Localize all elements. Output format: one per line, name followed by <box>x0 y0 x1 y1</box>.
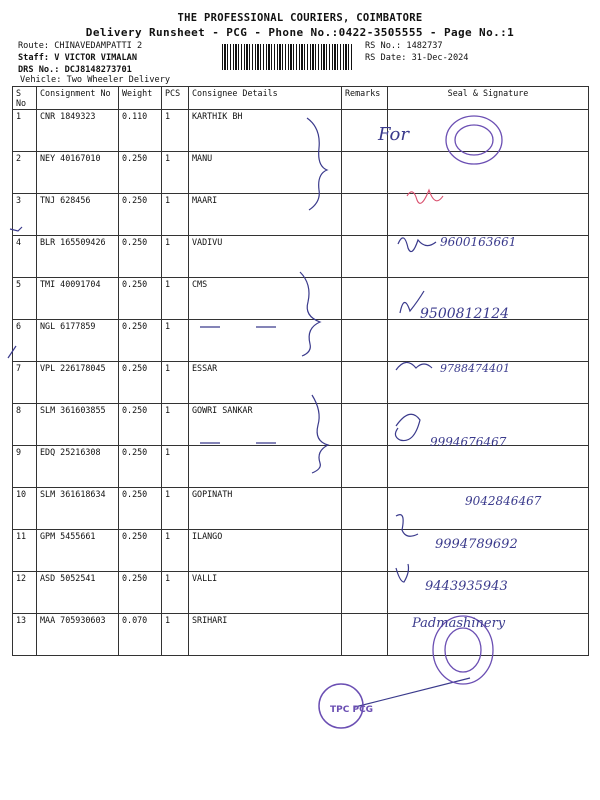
cell-remarks <box>342 572 388 614</box>
table-row <box>13 446 589 488</box>
cell-pcs: 1 <box>162 614 189 656</box>
header-seal-signature: Seal & Signature <box>388 87 589 110</box>
route: Route: CHINAVEDAMPATTI 2 <box>18 41 143 51</box>
cell-sno: 7 <box>13 362 37 404</box>
rs-number: RS No.: 1482737 <box>365 41 443 51</box>
cell-consignment-no: GPM 5455661 <box>37 530 119 572</box>
table-row <box>13 152 589 194</box>
table-row <box>13 488 589 530</box>
stamp-tpc-pcg-text: TPC PCG <box>330 705 374 715</box>
cell-consignment-no: BLR 165509426 <box>37 236 119 278</box>
cell-remarks <box>342 404 388 446</box>
cell-consignment-no: NEY 40167010 <box>37 152 119 194</box>
table-row <box>13 614 589 656</box>
cell-weight: 0.250 <box>119 404 162 446</box>
table-row <box>13 404 589 446</box>
vehicle: Vehicle: Two Wheeler Delivery <box>20 75 171 85</box>
cell-consignment-no: EDQ 25216308 <box>37 446 119 488</box>
cell-sno: 2 <box>13 152 37 194</box>
barcode <box>222 44 354 70</box>
cell-sno: 4 <box>13 236 37 278</box>
cell-weight: 0.250 <box>119 572 162 614</box>
header-consignee: Consignee Details <box>189 87 342 110</box>
cell-weight: 0.250 <box>119 446 162 488</box>
pen-stroke <box>355 678 470 707</box>
cell-sno: 13 <box>13 614 37 656</box>
cell-pcs: 1 <box>162 404 189 446</box>
cell-consignee: CMS <box>189 278 342 320</box>
cell-consignee: MAARI <box>189 194 342 236</box>
cell-consignee: MANU <box>189 152 342 194</box>
cell-seal-signature <box>388 530 589 572</box>
cell-remarks <box>342 194 388 236</box>
cell-seal-signature <box>388 110 589 152</box>
cell-consignment-no: TNJ 628456 <box>37 194 119 236</box>
cell-pcs: 1 <box>162 488 189 530</box>
cell-sno: 6 <box>13 320 37 362</box>
cell-consignment-no: TMI 40091704 <box>37 278 119 320</box>
header-pcs: PCS <box>162 87 189 110</box>
cell-consignment-no: ASD 5052541 <box>37 572 119 614</box>
cell-remarks <box>342 488 388 530</box>
cell-pcs: 1 <box>162 446 189 488</box>
handwritten-phone-row5: 9500812124 <box>420 306 510 322</box>
header-consignment: Consignment No <box>37 87 119 110</box>
cell-remarks <box>342 236 388 278</box>
company-name: THE PROFESSIONAL COURIERS, COIMBATORE <box>177 12 423 24</box>
table-row <box>13 530 589 572</box>
cell-sno: 9 <box>13 446 37 488</box>
table-row <box>13 236 589 278</box>
cell-weight: 0.070 <box>119 614 162 656</box>
cell-consignee: ILANGO <box>189 530 342 572</box>
cell-seal-signature <box>388 236 589 278</box>
cell-seal-signature <box>388 614 589 656</box>
cell-consignee: GOWRI SANKAR <box>189 404 342 446</box>
cell-consignment-no: VPL 226178045 <box>37 362 119 404</box>
cell-sno: 10 <box>13 488 37 530</box>
rs-date: RS Date: 31-Dec-2024 <box>365 53 469 63</box>
cell-consignment-no: MAA 705930603 <box>37 614 119 656</box>
cell-weight: 0.250 <box>119 152 162 194</box>
staff: Staff: V VICTOR VIMALAN <box>18 53 137 63</box>
header-remarks: Remarks <box>342 87 388 110</box>
cell-sno: 12 <box>13 572 37 614</box>
cell-remarks <box>342 152 388 194</box>
cell-remarks <box>342 110 388 152</box>
cell-consignee <box>189 446 342 488</box>
cell-seal-signature <box>388 362 589 404</box>
cell-remarks <box>342 614 388 656</box>
stamp-tpc-pcg <box>319 684 363 728</box>
cell-pcs: 1 <box>162 152 189 194</box>
cell-seal-signature <box>388 446 589 488</box>
table-row <box>13 278 589 320</box>
header-sno: S No <box>13 87 37 110</box>
cell-sno: 5 <box>13 278 37 320</box>
handwritten-phone-row4: 9600163661 <box>440 235 517 249</box>
cell-pcs: 1 <box>162 278 189 320</box>
cell-consignee: VALLI <box>189 572 342 614</box>
cell-consignee <box>189 320 342 362</box>
cell-sno: 1 <box>13 110 37 152</box>
cell-consignment-no: CNR 1849323 <box>37 110 119 152</box>
cell-weight: 0.250 <box>119 320 162 362</box>
cell-remarks <box>342 362 388 404</box>
drs-number: DRS No.: DCJ8148273701 <box>18 65 132 75</box>
cell-sno: 8 <box>13 404 37 446</box>
cell-seal-signature <box>388 320 589 362</box>
table-row <box>13 110 589 152</box>
table-row <box>13 320 589 362</box>
cell-weight: 0.110 <box>119 110 162 152</box>
table-row <box>13 362 589 404</box>
handwritten-phone-row9: 9994676467 <box>430 435 507 449</box>
handwritten-sign-row13: Padmashinery <box>412 616 506 631</box>
cell-pcs: 1 <box>162 572 189 614</box>
runsheet-table <box>12 86 589 656</box>
header-weight: Weight <box>119 87 162 110</box>
handwritten-phone-row12: 9443935943 <box>425 579 508 594</box>
cell-weight: 0.250 <box>119 362 162 404</box>
cell-consignee: KARTHIK BH <box>189 110 342 152</box>
cell-consignment-no: NGL 6177859 <box>37 320 119 362</box>
cell-weight: 0.250 <box>119 488 162 530</box>
cell-weight: 0.250 <box>119 530 162 572</box>
table-row <box>13 194 589 236</box>
cell-pcs: 1 <box>162 362 189 404</box>
cell-pcs: 1 <box>162 236 189 278</box>
cell-sno: 3 <box>13 194 37 236</box>
cell-seal-signature <box>388 572 589 614</box>
cell-consignee: GOPINATH <box>189 488 342 530</box>
cell-pcs: 1 <box>162 194 189 236</box>
cell-seal-signature <box>388 278 589 320</box>
cell-pcs: 1 <box>162 530 189 572</box>
cell-seal-signature <box>388 194 589 236</box>
handwritten-sign-row1: For <box>378 124 409 145</box>
cell-consignee: VADIVU <box>189 236 342 278</box>
runsheet-title: Delivery Runsheet - PCG - Phone No.:0422-3505555 - Page No.:1 <box>85 26 515 39</box>
table-row <box>13 572 589 614</box>
cell-consignee: ESSAR <box>189 362 342 404</box>
cell-consignment-no: SLM 361603855 <box>37 404 119 446</box>
handwritten-phone-row11: 9994789692 <box>435 537 518 552</box>
cell-remarks <box>342 530 388 572</box>
handwritten-phone-row7: 9788474401 <box>440 362 510 375</box>
cell-remarks <box>342 446 388 488</box>
handwritten-phone-row10: 9042846467 <box>465 494 542 508</box>
cell-weight: 0.250 <box>119 194 162 236</box>
cell-consignee: SRIHARI <box>189 614 342 656</box>
cell-weight: 0.250 <box>119 278 162 320</box>
cell-pcs: 1 <box>162 110 189 152</box>
cell-seal-signature <box>388 404 589 446</box>
cell-consignment-no: SLM 361618634 <box>37 488 119 530</box>
cell-seal-signature <box>388 152 589 194</box>
table-header-row <box>13 87 589 110</box>
cell-remarks <box>342 320 388 362</box>
cell-pcs: 1 <box>162 320 189 362</box>
cell-seal-signature <box>388 488 589 530</box>
cell-remarks <box>342 278 388 320</box>
cell-sno: 11 <box>13 530 37 572</box>
cell-weight: 0.250 <box>119 236 162 278</box>
